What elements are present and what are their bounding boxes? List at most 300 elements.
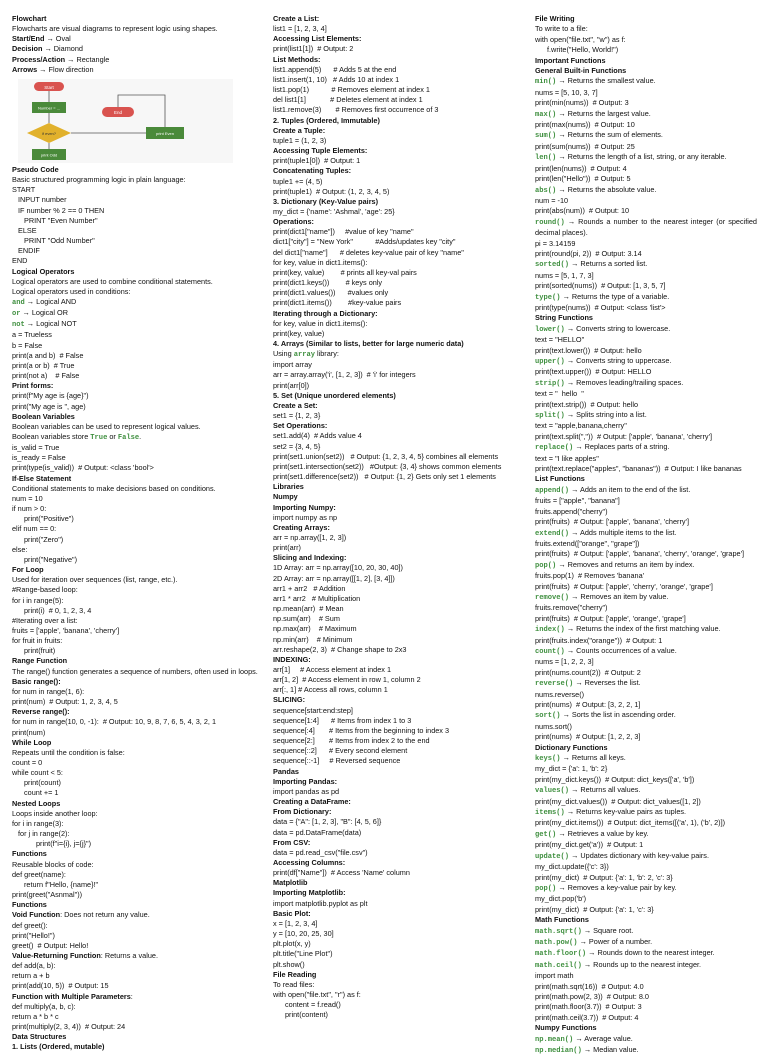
text-line — [535, 335, 757, 345]
text-line — [535, 646, 757, 657]
line-text: sequence[1:4] # Items from index 1 to 3 — [273, 715, 412, 725]
text-line — [273, 848, 503, 858]
line-text: → Converts string to uppercase. — [564, 356, 672, 365]
line-text: list1.append(5) # Adds 5 at the end — [273, 64, 397, 74]
line-text: Accessing Columns: — [273, 857, 346, 867]
text-line — [273, 381, 503, 391]
line-text: print(sum(nums)) # Output: 25 — [535, 141, 635, 151]
bold-label: Reverse range(): — [12, 707, 70, 717]
line-text: print(fruits) # Output: ['apple', 'cherry', 'orange', 'grape'] — [535, 581, 713, 591]
bold-label: Process/Action — [12, 54, 66, 64]
text-line — [535, 894, 757, 904]
text-line — [12, 697, 258, 707]
line-text: print(fruits) # Output: ['apple', 'banana', 'cherry'] — [535, 517, 689, 527]
code-keyword: np.median() — [535, 1047, 582, 1055]
text-line — [535, 948, 757, 959]
section-heading — [273, 838, 503, 848]
section-heading — [535, 474, 757, 484]
section-heading — [273, 767, 503, 777]
line-text: print("Positive") — [24, 514, 74, 524]
line-text: → Retrieves a value by key. — [556, 828, 649, 838]
line-text: text = "HELLO" — [535, 335, 585, 345]
text-line — [535, 249, 757, 259]
section-heading — [273, 553, 503, 563]
line-text: import pandas as pd — [273, 786, 340, 796]
code-keyword: pop() — [535, 561, 557, 570]
decision-label: if even? — [41, 130, 57, 136]
line-text: list1 = [1, 2, 3, 4] — [273, 24, 327, 34]
line-text: Importing Pandas: — [273, 776, 338, 786]
line-text: → Returns the largest value. — [556, 108, 651, 118]
code-keyword: not — [12, 321, 25, 330]
line-text: sequence[:4] # Items from the beginning to index 3 — [273, 725, 450, 735]
line-text: sequence[::-1] # Reversed sequence — [273, 756, 401, 766]
code-keyword: lower() — [535, 325, 565, 334]
section-heading — [273, 492, 503, 502]
text-line — [12, 921, 258, 931]
text-line — [12, 596, 258, 606]
text-line — [12, 971, 258, 981]
code-keyword: math.sqrt() — [535, 927, 582, 936]
text-line — [273, 960, 503, 970]
line-text: fruits = ['apple', 'banana', 'cherry'] — [12, 625, 120, 635]
even-process-label: print Even — [155, 130, 175, 136]
line-text: #Iterating over a list: — [12, 615, 78, 625]
line-text: → Splits string into a list. — [564, 410, 647, 420]
section-heading — [12, 14, 258, 24]
text-line — [535, 356, 757, 367]
line-text: f.write("Hello, World!") — [547, 45, 619, 55]
flowchart-diagram — [12, 79, 258, 163]
line-text: def multiply(a, b, c): — [12, 1001, 76, 1011]
code-keyword: round() — [535, 218, 565, 227]
section-heading — [273, 146, 503, 156]
line-text: for num in range(1, 6): — [12, 686, 85, 696]
line-text: Print forms: — [12, 381, 54, 391]
column-3 — [535, 14, 760, 1056]
text-line — [535, 1002, 757, 1012]
section-heading — [273, 55, 503, 65]
line-text: print(my_dict.keys()) # Output: dict_keys(['a', 'b']) — [535, 774, 695, 784]
section-heading — [12, 165, 258, 175]
line-text: print(text.replace("apples", "bananas")) # Output: I like bananas — [535, 464, 742, 474]
text-line — [273, 533, 503, 543]
text-line — [273, 24, 503, 34]
line-text: Creating a DataFrame: — [273, 797, 351, 807]
line-text: → Oval — [44, 34, 71, 44]
line-text: fruits.append("cherry") — [535, 506, 608, 516]
text-line — [273, 237, 503, 247]
line-text: nums = [5, 10, 3, 7] — [535, 87, 598, 97]
line-text: Numpy Functions — [535, 1023, 597, 1033]
section-heading — [12, 412, 258, 422]
line-text: print(my_dict.get('a')) # Output: 1 — [535, 840, 644, 850]
line-text: del dict1["name"] # deletes key-value pair of key "name" — [273, 247, 464, 257]
bold-label: Value-Returning Function — [12, 950, 101, 960]
line-text: Boolean variables can be used to represent logical values. — [12, 421, 201, 431]
line-text: print(key, value) # prints all key-val pairs — [273, 267, 417, 277]
text-line — [273, 645, 503, 655]
line-text: To read files: — [273, 979, 315, 989]
text-line — [535, 292, 757, 303]
line-text: print(len("Hello")) # Output: 5 — [535, 174, 631, 184]
text-line — [12, 24, 258, 34]
line-text: → Removes leading/trailing spaces. — [564, 377, 684, 387]
text-line — [12, 575, 258, 585]
line-text: my_dict = {'a': 1, 'b': 2} — [535, 764, 608, 774]
text-line — [273, 452, 503, 462]
line-text: List Functions — [535, 474, 585, 484]
line-text: with open("file.txt", "r") as f: — [273, 990, 361, 999]
line-text: greet() # Output: Hello! — [12, 940, 89, 950]
line-text: Operations: — [273, 217, 314, 227]
line-text: pi = 3.14159 — [535, 238, 576, 248]
line-text: print(my_dict.items()) # Output: dict_items([('a', 1), ('b', 2)]) — [535, 818, 726, 828]
line-text: → Returns key-value pairs as tuples. — [564, 807, 687, 817]
line-text: → Returns all keys. — [560, 753, 626, 763]
text-line — [535, 539, 757, 549]
line-text: . — [139, 432, 142, 441]
text-line — [12, 555, 258, 565]
text-line — [273, 349, 503, 360]
line-text: Important Functions — [535, 55, 606, 65]
text-line — [12, 1012, 258, 1022]
text-line — [12, 351, 258, 361]
bold-label: Arrows — [12, 64, 38, 74]
section-heading — [12, 738, 258, 748]
line-text: From CSV: — [273, 837, 311, 847]
text-line — [12, 951, 258, 961]
code-keyword: remove() — [535, 593, 570, 602]
line-text: PRINT "Even Number" — [24, 215, 98, 225]
line-text: Nested Loops — [12, 798, 61, 808]
line-text: → Updates dictionary with key-value pairs. — [569, 850, 709, 860]
line-text: is_ready = False — [12, 453, 66, 463]
line-text: ELSE — [18, 225, 37, 235]
line-text: set1.add(4) # Adds value 4 — [273, 431, 362, 441]
text-line — [273, 787, 503, 797]
line-text: → Median value. — [581, 1045, 639, 1054]
line-text: num = -10 — [535, 195, 569, 205]
text-line — [273, 949, 503, 959]
text-line — [535, 971, 757, 981]
line-text: print(sorted(nums)) # Output: [1, 3, 5, 7] — [535, 281, 666, 291]
code-keyword: get() — [535, 830, 557, 839]
text-line — [535, 496, 757, 506]
section-heading — [273, 126, 503, 136]
text-line — [273, 726, 503, 736]
line-text: print(tuple1[0]) # Output: 1 — [273, 156, 361, 166]
line-text: While Loop — [12, 737, 52, 747]
text-line — [12, 981, 258, 991]
line-text: list1.remove(3) # Removes first occurrence of 3 — [273, 105, 439, 115]
line-text: np.sum(arr) # Sum — [273, 614, 340, 624]
text-line — [273, 44, 503, 54]
text-line — [12, 707, 258, 717]
flowchart-section — [12, 14, 258, 75]
text-line — [12, 391, 258, 401]
text-line — [535, 851, 757, 862]
line-text: print(text.strip()) # Output: hello — [535, 399, 639, 409]
line-text: Boolean Variables — [12, 411, 75, 421]
bold-label: Decision — [12, 44, 43, 54]
line-text: print(tuple1) # Output: (1, 2, 3, 4, 5) — [273, 186, 390, 196]
line-text: → Removes and returns an item by index. — [556, 559, 695, 569]
line-text: START — [12, 185, 36, 195]
text-line — [273, 584, 503, 594]
line-text: print(text.upper()) # Output: HELLO — [535, 367, 652, 377]
text-line — [273, 543, 503, 553]
text-line — [273, 706, 503, 716]
line-text: with open("file.txt", "w") as f: — [535, 34, 626, 44]
text-line — [535, 324, 757, 335]
code-keyword: split() — [535, 412, 565, 421]
line-text: print("Zero") — [24, 534, 64, 544]
text-line — [273, 95, 503, 105]
section-heading — [273, 695, 503, 705]
line-text: → Returns the type of a variable. — [560, 291, 670, 301]
text-line — [12, 65, 258, 75]
text-line — [273, 370, 503, 380]
text-line — [273, 1010, 503, 1020]
text-line — [535, 485, 757, 496]
line-text: Importing Numpy: — [273, 502, 336, 512]
line-text: print(dict1.values()) #values only — [273, 288, 389, 298]
line-text: my_dict.pop('b') — [535, 894, 587, 904]
line-text: content = f.read() — [285, 1000, 341, 1010]
line-text: fruits.remove("cherry") — [535, 603, 608, 613]
text-line — [535, 88, 757, 98]
line-text: print(fruits.index("orange")) # Output: 1 — [535, 635, 663, 645]
text-line — [273, 899, 503, 909]
text-line — [12, 371, 258, 381]
line-text: → Reverses the list. — [573, 678, 641, 688]
text-line — [273, 85, 503, 95]
line-text: Set Operations: — [273, 421, 328, 431]
line-text: print(my_dict) # Output: {'a': 1, 'b': 2, 'c': 3} — [535, 872, 673, 882]
text-line — [12, 728, 258, 738]
text-line — [535, 905, 757, 915]
line-text: arr = np.array([1, 2, 3]) — [273, 532, 347, 542]
text-line — [12, 443, 258, 453]
line-text: print(multiply(2, 3, 4)) # Output: 24 — [12, 1022, 126, 1032]
code-keyword: math.floor() — [535, 950, 587, 959]
line-text: return f"Hello, {name}!" — [24, 879, 99, 889]
text-line — [273, 319, 503, 329]
line-text: arr[1] # Access element at index 1 — [273, 665, 392, 674]
text-line — [535, 206, 757, 216]
code-keyword: extend() — [535, 529, 570, 538]
code-keyword: keys() — [535, 755, 561, 764]
line-text: print(a or b) # True — [12, 360, 75, 370]
line-text: From Dictionary: — [273, 807, 332, 817]
text-line — [12, 341, 258, 351]
code-keyword: sort() — [535, 712, 561, 721]
line-text: print(num) # Output: 1, 2, 3, 4, 5 — [12, 697, 118, 707]
text-line — [535, 571, 757, 581]
line-text: String Functions — [535, 313, 593, 323]
line-text: count += 1 — [24, 788, 59, 798]
text-line — [535, 410, 757, 421]
text-line — [273, 360, 503, 370]
line-text: Create a Set: — [273, 400, 318, 410]
text-line — [273, 1000, 503, 1010]
line-text: b = False — [12, 340, 43, 350]
text-line — [273, 828, 503, 838]
line-text: Logical operators used in conditions: — [12, 286, 131, 296]
line-text: print(math.pow(2, 3)) # Output: 8.0 — [535, 991, 649, 1001]
line-text: text = "apple,banana,cherry" — [535, 421, 627, 431]
text-line — [273, 136, 503, 146]
section-heading — [12, 656, 258, 666]
text-line — [535, 507, 757, 517]
line-text: print(math.floor(3.7)) # Output: 3 — [535, 1002, 642, 1012]
line-text: import matplotlib.pyplot as plt — [273, 898, 368, 908]
line-text: → Power of a number. — [577, 936, 653, 946]
code-keyword: type() — [535, 293, 561, 302]
line-text: Slicing and Indexing: — [273, 553, 347, 563]
line-text: Flowcharts are visual diagrams to represent logic using shapes. — [12, 24, 218, 34]
line-text: sequence[start:end:step] — [273, 705, 353, 715]
number-process-label: Number = ... — [37, 105, 61, 111]
text-line — [12, 34, 258, 44]
text-line — [535, 24, 757, 34]
line-text: → Removes a key-value pair by key. — [556, 882, 677, 892]
line-text: Used for iteration over sequences (list, range, etc.). — [12, 575, 178, 585]
text-line — [535, 216, 760, 239]
text-line — [535, 174, 757, 184]
text-line — [12, 297, 258, 308]
code-keyword: and — [12, 298, 25, 307]
text-line — [535, 76, 757, 87]
line-text: def greet(name): — [12, 869, 66, 879]
text-line — [12, 463, 258, 473]
section-heading — [12, 267, 258, 277]
line-text: → Converts string to lowercase. — [564, 323, 671, 333]
line-text: Creating Arrays: — [273, 522, 330, 532]
line-text: END — [12, 256, 28, 266]
line-text: print(df["Name"]) # Access 'Name' column — [273, 868, 410, 878]
line-text: Data Structures — [12, 1032, 67, 1042]
text-line — [273, 594, 503, 604]
text-line — [273, 472, 503, 482]
code-keyword: strip() — [535, 379, 565, 388]
text-line — [273, 919, 503, 929]
line-text: Dictionary Functions — [535, 742, 608, 752]
text-line — [12, 677, 258, 687]
text-line — [12, 256, 258, 266]
line-text: for i in range(5): — [12, 595, 64, 605]
text-line — [535, 668, 757, 678]
text-line — [535, 753, 757, 764]
text-line — [535, 378, 757, 389]
line-text: np.mean(arr) # Mean — [273, 604, 344, 614]
text-line — [12, 524, 258, 534]
code-keyword: reverse() — [535, 680, 574, 689]
line-text: : Does not return any value. — [60, 910, 150, 920]
text-line — [273, 248, 503, 258]
line-text: if num > 0: — [12, 504, 47, 514]
text-line — [12, 788, 258, 798]
text-line — [535, 560, 757, 571]
text-line — [535, 710, 757, 721]
text-line — [535, 120, 757, 130]
text-line — [273, 462, 503, 472]
line-text: : — [130, 991, 133, 1001]
text-line — [273, 442, 503, 452]
line-text: library: — [314, 349, 339, 359]
line-text: nums = [5, 1, 7, 3] — [535, 270, 594, 280]
line-text: or — [107, 432, 118, 441]
section-heading — [273, 970, 503, 980]
line-text: Loops inside another loop: — [12, 808, 98, 818]
code-keyword: replace() — [535, 444, 574, 453]
line-text: SLICING: — [273, 695, 306, 705]
text-line — [273, 817, 503, 827]
text-line — [535, 829, 757, 840]
text-line — [12, 778, 258, 788]
code-keyword: index() — [535, 626, 565, 635]
text-line — [273, 604, 503, 614]
line-text: import array — [273, 360, 312, 370]
line-text: INPUT number — [18, 195, 67, 205]
line-text: Basic Plot: — [273, 908, 311, 918]
line-text: print(max(nums)) # Output: 10 — [535, 120, 635, 130]
text-line — [273, 614, 503, 624]
text-line — [12, 616, 258, 626]
section-heading — [273, 197, 503, 207]
text-line — [535, 432, 757, 442]
section-heading — [273, 807, 503, 817]
text-line — [12, 839, 258, 849]
line-text: PRINT "Odd Number" — [24, 236, 95, 246]
line-text: print(fruit) — [24, 646, 56, 656]
text-line — [12, 402, 258, 412]
text-line — [12, 890, 258, 900]
text-line — [12, 758, 258, 768]
line-text: plt.plot(x, y) — [273, 939, 311, 949]
text-line — [12, 819, 258, 829]
line-text: Functions — [12, 900, 47, 910]
line-text: File Reading — [273, 969, 317, 979]
column-1-content — [12, 165, 258, 1053]
text-line — [12, 319, 258, 330]
line-text: y = [10, 20, 25, 30] — [273, 929, 334, 939]
line-text: Iterating through a Dictionary: — [273, 308, 378, 318]
section-heading — [273, 166, 503, 176]
line-text: To write to a file: — [535, 24, 588, 34]
text-line — [535, 517, 757, 527]
section-heading — [273, 309, 503, 319]
text-line — [12, 206, 258, 216]
line-text: print(f"My age is {age}") — [12, 391, 89, 401]
text-line — [535, 389, 757, 399]
text-line — [535, 281, 757, 291]
text-line — [535, 400, 757, 410]
text-line — [535, 722, 757, 732]
line-text: list1.pop(1) # Removes element at index 1 — [273, 85, 430, 95]
line-text: print(nums.count(2)) # Output: 2 — [535, 667, 641, 677]
text-line — [273, 411, 503, 421]
line-text: print(i) # 0, 1, 2, 3, 4 — [24, 605, 92, 615]
line-text: sequence[::2] # Every second element — [273, 746, 408, 756]
code-keyword: abs() — [535, 186, 557, 195]
text-line — [12, 185, 258, 195]
line-text: sequence[2:] # Items from index 2 to the end — [273, 736, 430, 746]
section-heading — [273, 655, 503, 665]
line-text: Flowchart — [12, 14, 47, 23]
line-text: → Adds an item to the end of the list. — [569, 484, 691, 494]
